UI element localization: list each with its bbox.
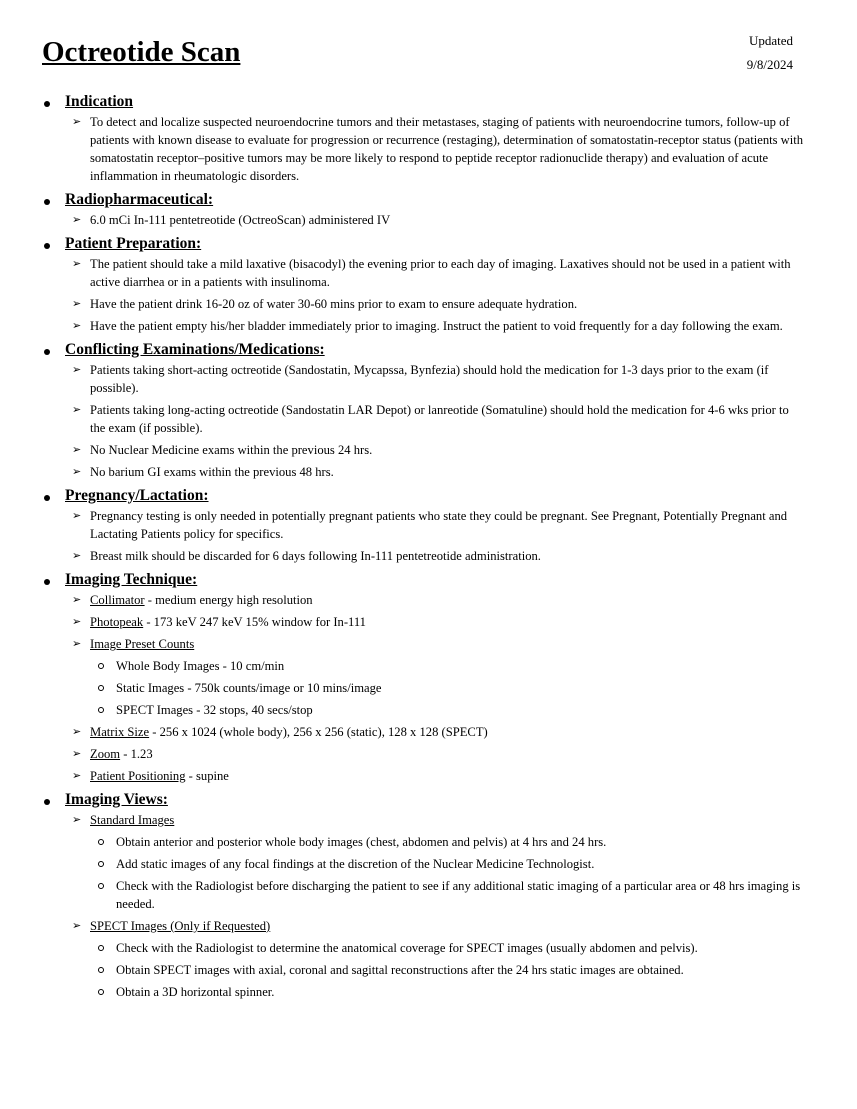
list-item-photopeak: ➢ Photopeak - 173 keV 247 keV 15% window for In-111 <box>72 615 366 629</box>
list-item: ➢ To detect and localize suspected neuroendocrine tumors and their metastases, staging of patients with neuroendocrine tumors, follow-up of patients with known disease to evaluate for progression or recurrence (restaging), determination of somatostatin-receptor status (patients with somatostatin receptor–positive tumors may be more likely to respond to peptide receptor radionuclide therapy) and evaluation of acute inflammation in rheumatologic disorders. <box>72 115 804 183</box>
section-title: Imaging Views: <box>65 791 168 808</box>
section-title: Indication <box>65 93 134 110</box>
sub-list-item: Static Images - 750k counts/image or 10 mins/image <box>0 679 806 697</box>
list-item-collimator: ➢ Collimator - medium energy high resolution <box>72 593 313 607</box>
arrow-bullet-icon: ➢ <box>72 725 82 738</box>
section-conflicting <box>0 339 857 481</box>
circle-bullet-icon <box>98 967 104 973</box>
list-item: ➢ Pregnancy testing is only needed in potentially pregnant patients who state they could be pregnant. See Pregnant, Potentially Pregnant and Lactating Patients policy for specifics. <box>72 509 788 541</box>
section-title: Radiopharmaceutical: <box>65 191 214 208</box>
arrow-bullet-icon: ➢ <box>72 509 82 522</box>
bullet-icon <box>44 199 50 205</box>
arrow-bullet-icon: ➢ <box>72 465 82 478</box>
circle-bullet-icon <box>98 945 104 951</box>
list-item: ➢ No Nuclear Medicine exams within the previous 24 hrs. <box>72 443 373 457</box>
arrow-bullet-icon: ➢ <box>72 213 82 226</box>
bullet-icon <box>44 799 50 805</box>
section-patient-preparation <box>0 233 857 335</box>
sub-list-item: Obtain a 3D horizontal spinner. <box>0 983 806 1001</box>
list-item: ➢ Patients taking short-acting octreotide (Sandostatin, Mycapssa, Bynfezia) should hold the medication for 1-3 days prior to the exam (if possible). <box>72 363 769 395</box>
list-item: ➢ The patient should take a mild laxative (bisacodyl) the evening prior to each day of imaging. Laxatives should not be used in a patient with active diarrhea or in a patients with insulinoma. <box>72 257 791 289</box>
arrow-bullet-icon: ➢ <box>72 363 82 376</box>
arrow-bullet-icon: ➢ <box>72 593 82 606</box>
sub-list-item: Obtain SPECT images with axial, coronal and sagittal reconstructions after the 24 hrs static images are obtained. <box>0 961 806 979</box>
arrow-bullet-icon: ➢ <box>72 615 82 628</box>
section-title: Conflicting Examinations/Medications: <box>65 341 325 358</box>
circle-bullet-icon <box>98 989 104 995</box>
arrow-bullet-icon: ➢ <box>72 297 82 310</box>
list-item: ➢ Have the patient drink 16-20 oz of water 30-60 mins prior to exam to ensure adequate hydration. <box>72 297 578 311</box>
section-pregnancy <box>0 485 857 565</box>
list-item: ➢ Patients taking long-acting octreotide (Sandostatin LAR Depot) or lanreotide (Somatuline) should hold the medication for 4-6 wks prior to the exam (if possible). <box>72 403 789 435</box>
sub-list-item: Check with the Radiologist to determine the anatomical coverage for SPECT images (usually abdomen and pelvis). <box>0 939 806 957</box>
circle-bullet-icon <box>98 707 104 713</box>
section-imaging-views <box>0 789 857 1001</box>
updated-label: Updated <box>748 33 793 48</box>
arrow-bullet-icon: ➢ <box>72 319 82 332</box>
arrow-bullet-icon: ➢ <box>72 257 82 270</box>
bullet-icon <box>44 101 50 107</box>
section-imaging-technique <box>0 569 857 785</box>
sub-list-item: SPECT Images - 32 stops, 40 secs/stop <box>0 701 806 719</box>
updated-info <box>747 29 793 77</box>
bullet-icon <box>44 349 50 355</box>
list-item: ➢ Have the patient empty his/her bladder immediately prior to imaging. Instruct the patient to void frequently for a day following the exam. <box>72 319 783 333</box>
list-item-matrix-size: ➢ Matrix Size - 256 x 1024 (whole body), 256 x 256 (static), 128 x 128 (SPECT) <box>72 725 488 739</box>
arrow-bullet-icon: ➢ <box>72 813 82 826</box>
list-item-zoom: ➢ Zoom - 1.23 <box>72 747 153 761</box>
arrow-bullet-icon: ➢ <box>72 769 82 782</box>
section-radiopharmaceutical <box>0 189 857 229</box>
circle-bullet-icon <box>98 839 104 845</box>
sub-list-item: Obtain anterior and posterior whole body images (chest, abdomen and pelvis) at 4 hrs and 24 hrs. <box>0 833 806 851</box>
list-item-spect-images: ➢ SPECT Images (Only if Requested) <box>72 919 271 933</box>
circle-bullet-icon <box>98 685 104 691</box>
arrow-bullet-icon: ➢ <box>72 549 82 562</box>
bullet-icon <box>44 495 50 501</box>
sub-list-item: Check with the Radiologist before discharging the patient to see if any additional static imaging of a particular area or 48 hrs imaging is needed. <box>0 877 806 913</box>
arrow-bullet-icon: ➢ <box>72 115 82 128</box>
arrow-bullet-icon: ➢ <box>72 919 82 932</box>
sub-list-item: Whole Body Images - 10 cm/min <box>0 657 806 675</box>
list-item: ➢ Breast milk should be discarded for 6 days following In-111 pentetreotide administration. <box>72 549 541 563</box>
circle-bullet-icon <box>98 883 104 889</box>
arrow-bullet-icon: ➢ <box>72 443 82 456</box>
section-indication <box>0 91 857 185</box>
updated-date: 9/8/2024 <box>746 57 793 72</box>
document-content <box>0 91 857 1005</box>
arrow-bullet-icon: ➢ <box>72 637 82 650</box>
circle-bullet-icon <box>98 861 104 867</box>
circle-bullet-icon <box>98 663 104 669</box>
list-item: ➢ 6.0 mCi In-111 pentetreotide (OctreoScan) administered IV <box>72 213 391 227</box>
list-item-patient-positioning: ➢ Patient Positioning - supine <box>72 769 229 783</box>
list-item: ➢ No barium GI exams within the previous 48 hrs. <box>72 465 334 479</box>
bullet-icon <box>44 579 50 585</box>
list-item-preset-counts: ➢ Image Preset Counts <box>72 637 195 651</box>
section-title: Patient Preparation: <box>65 235 202 252</box>
arrow-bullet-icon: ➢ <box>72 403 82 416</box>
section-title: Imaging Technique: <box>65 571 198 588</box>
page-title: Octreotide Scan <box>42 36 241 68</box>
sub-list-item: Add static images of any focal findings at the discretion of the Nuclear Medicine Technologist. <box>0 855 806 873</box>
arrow-bullet-icon: ➢ <box>72 747 82 760</box>
section-title: Pregnancy/Lactation: <box>65 487 209 504</box>
list-item-standard-images: ➢ Standard Images <box>72 813 175 827</box>
bullet-icon <box>44 243 50 249</box>
